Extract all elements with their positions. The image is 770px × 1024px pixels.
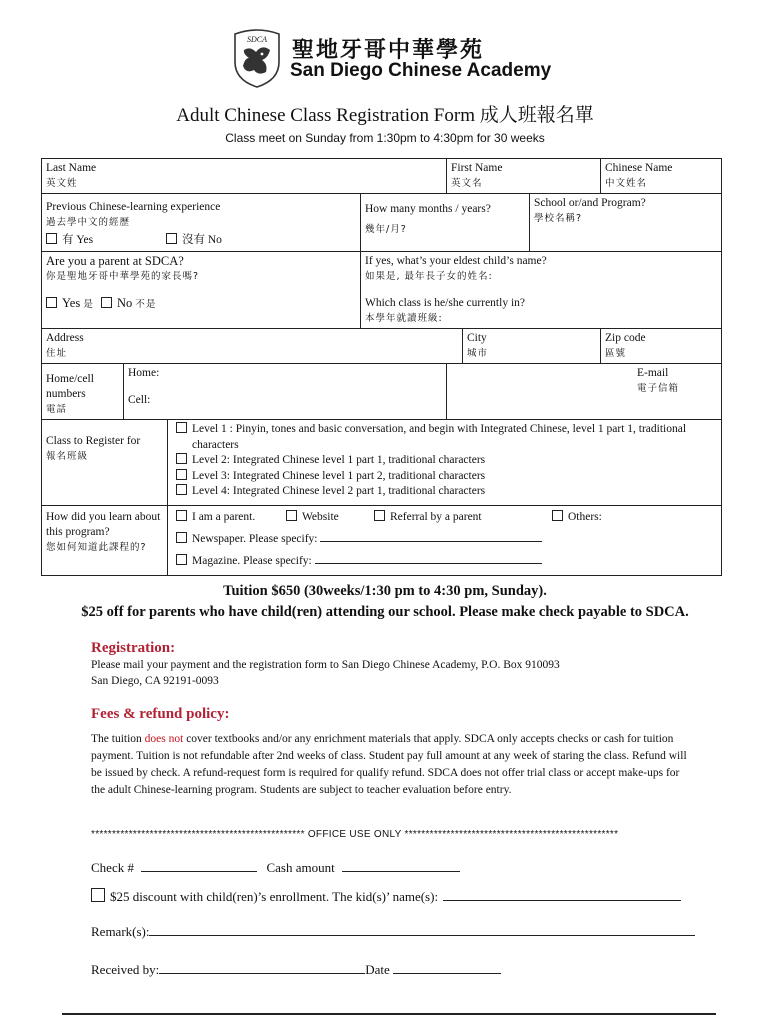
experience-row xyxy=(42,194,722,252)
source-parent-option[interactable] xyxy=(176,510,255,525)
source-website-option[interactable] xyxy=(286,510,339,525)
form-subtitle: Class meet on Sunday from 1:30pm to 4:30pm for 30 weeks xyxy=(225,131,545,145)
registration-table xyxy=(41,158,722,576)
parent-no-label-cn: 不是 xyxy=(135,299,157,310)
source-newspaper-label: Newspaper. Please specify: xyxy=(192,533,318,545)
parent-question-cell xyxy=(42,252,361,329)
level-2-label: Level 2: Integrated Chinese level 1 part 1, traditional characters xyxy=(192,454,486,466)
remarks-field xyxy=(91,924,695,940)
prev-yes-label: 有 Yes xyxy=(62,234,94,246)
phone-label-cn: 電話 xyxy=(46,404,68,415)
registration-heading: Registration: xyxy=(91,640,176,656)
tuition-line-2: $25 off for parents who have child(ren) attending our school. Please make check payable to SDCA. xyxy=(81,604,689,620)
source-others-label: Others: xyxy=(568,511,602,523)
home-phone-label: Home: xyxy=(128,367,160,379)
parent-no-label: No xyxy=(116,296,133,310)
date-blank[interactable] xyxy=(393,973,501,974)
form-title: Adult Chinese Class Registration Form 成人班報名單 xyxy=(176,105,594,126)
learn-question-label-cn: 您如何知道此課程的? xyxy=(46,542,147,553)
phone-label: Home/cell numbers xyxy=(46,373,94,400)
eldest-child-field[interactable] xyxy=(361,252,722,329)
fees-text-rest: cover textbooks and/or any enrichment materials that apply. SDCA only accepts checks or cash for tuition payment. Tuition is not refundable after 2nd weeks of class. Student pay full amount at any week of staring the class. Refund will be issued by check. A refund-request form is required for qualify refund. SDCA does not offer trial class or accept make-ups for the adult Chinese-learning program. Students are subject to teacher evaluation before entry. xyxy=(91,733,687,796)
discount-label: $25 discount with child(ren)’s enrollment. The kid(s)’ name(s): xyxy=(110,889,439,904)
bottom-rule xyxy=(62,1013,716,1015)
chinese-name-field[interactable] xyxy=(601,159,722,194)
registration-line-1: Please mail your payment and the registration form to San Diego Chinese Academy, P.O. Box 910093 xyxy=(91,659,560,671)
first-name-label: First Name xyxy=(451,162,503,174)
class-row xyxy=(42,420,722,506)
source-options xyxy=(168,506,722,576)
zip-code-field[interactable] xyxy=(601,329,722,364)
phone-fields[interactable] xyxy=(124,364,447,420)
level-3-option[interactable] xyxy=(176,469,717,485)
last-name-field[interactable] xyxy=(42,159,447,194)
logo-english-name: San Diego Chinese Academy xyxy=(290,60,552,81)
zip-code-label: Zip code xyxy=(605,332,646,344)
school-program-label-cn: 學校名稱? xyxy=(534,213,583,224)
fees-text-start: The tuition xyxy=(91,733,145,745)
logo-chinese-name: 聖地牙哥中華學苑 xyxy=(292,37,485,63)
email-label: E-mail xyxy=(637,367,669,379)
city-label-cn: 城市 xyxy=(467,348,489,359)
current-class-label: Which class is he/she currently in? xyxy=(365,297,525,309)
check-field xyxy=(91,860,460,876)
office-use-divider: *************************************************** OFFICE USE ONLY *************************************************** xyxy=(91,829,619,840)
source-referral-option[interactable] xyxy=(374,510,482,525)
parent-no-checkbox[interactable] xyxy=(101,296,156,310)
current-class-label-cn: 本學年就讀班級: xyxy=(365,313,443,324)
previous-experience-label: Previous Chinese-learning experience xyxy=(46,201,221,213)
level-1-option[interactable] xyxy=(176,422,717,453)
svg-text:SDCA: SDCA xyxy=(247,35,267,44)
level-options xyxy=(168,420,722,506)
source-newspaper-option[interactable] xyxy=(176,532,717,554)
source-website-label: Website xyxy=(302,511,339,523)
level-2-option[interactable] xyxy=(176,453,717,469)
source-referral-label: Referral by a parent xyxy=(390,511,482,523)
last-name-label: Last Name xyxy=(46,162,97,174)
newspaper-blank[interactable] xyxy=(320,541,542,542)
parent-row xyxy=(42,252,722,329)
discount-field[interactable] xyxy=(91,888,681,905)
school-program-label: School or/and Program? xyxy=(534,197,646,209)
address-label-cn: 住址 xyxy=(46,348,68,359)
learn-question-label: How did you learn about this program? xyxy=(46,511,161,538)
check-blank[interactable] xyxy=(141,871,257,872)
remarks-label: Remark(s): xyxy=(91,924,150,939)
cash-blank[interactable] xyxy=(342,871,460,872)
class-register-label-cn: 報名班級 xyxy=(46,451,89,462)
level-4-option[interactable] xyxy=(176,484,717,500)
registration-line-2: San Diego, CA 92191-0093 xyxy=(91,675,219,687)
source-magazine-label: Magazine. Please specify: xyxy=(192,555,312,567)
months-years-label: How many months / years? xyxy=(365,203,491,215)
address-label: Address xyxy=(46,332,84,344)
prev-yes-checkbox[interactable] xyxy=(46,234,93,246)
address-row xyxy=(42,329,722,364)
chinese-name-label: Chinese Name xyxy=(605,162,673,174)
magazine-blank[interactable] xyxy=(315,563,542,564)
fees-text-emphasis: does not xyxy=(144,733,184,745)
first-name-label-cn: 英文名 xyxy=(451,178,483,189)
eldest-child-label: If yes, what’s your eldest child’s name? xyxy=(365,255,547,267)
email-label-cn: 電子信箱 xyxy=(637,383,680,394)
source-row xyxy=(42,506,722,576)
fees-paragraph xyxy=(91,731,691,799)
level-1-label: Level 1 : Pinyin, tones and basic conversation, and begin with Integrated Chinese, level 1 part 1, traditional characters xyxy=(192,423,687,451)
received-label: Received by: xyxy=(91,962,160,977)
received-field xyxy=(91,962,501,978)
cell-phone-label: Cell: xyxy=(128,394,151,406)
level-4-label: Level 4: Integrated Chinese level 2 part 1, traditional characters xyxy=(192,485,486,497)
registration-text xyxy=(91,657,560,689)
sdca-logo-emblem xyxy=(232,28,282,88)
chinese-name-label-cn: 中文姓名 xyxy=(605,178,648,189)
months-years-field[interactable] xyxy=(361,194,530,252)
city-label: City xyxy=(467,332,487,344)
source-magazine-option[interactable] xyxy=(176,554,717,572)
kid-names-blank[interactable] xyxy=(443,900,681,901)
prev-no-checkbox[interactable] xyxy=(166,234,222,246)
city-field[interactable] xyxy=(463,329,601,364)
tuition-info xyxy=(0,581,770,623)
parent-question-label: Are you a parent at SDCA? xyxy=(46,254,184,268)
prev-no-label: 沒有 No xyxy=(181,234,222,246)
email-field[interactable] xyxy=(447,364,722,420)
months-years-label-cn: 幾年/月? xyxy=(365,224,407,235)
cash-label: Cash amount xyxy=(266,860,335,875)
eldest-child-label-cn: 如果是, 最年長子女的姓名: xyxy=(365,271,493,282)
fees-heading: Fees & refund policy: xyxy=(91,706,230,722)
date-label: Date xyxy=(365,962,390,977)
source-others-option[interactable] xyxy=(552,510,602,525)
remarks-blank[interactable] xyxy=(149,935,695,936)
class-label-cell xyxy=(42,420,168,506)
check-label: Check # xyxy=(91,860,134,875)
name-row xyxy=(42,159,722,194)
phone-row xyxy=(42,364,722,420)
parent-yes-label: Yes xyxy=(62,296,81,310)
tuition-line-1: Tuition $650 (30weeks/1:30 pm to 4:30 pm, Sunday). xyxy=(223,583,547,599)
received-blank[interactable] xyxy=(159,973,365,974)
parent-question-label-cn: 你是聖地牙哥中華學苑的家長嗎? xyxy=(46,271,200,282)
level-3-label: Level 3: Integrated Chinese level 1 part 2, traditional characters xyxy=(192,469,486,482)
previous-experience-cell xyxy=(42,194,361,252)
phone-label-cell xyxy=(42,364,124,420)
source-parent-label: I am a parent. xyxy=(192,511,256,523)
learn-label-cell xyxy=(42,506,168,576)
zip-code-label-cn: 區號 xyxy=(605,348,627,359)
address-field[interactable] xyxy=(42,329,463,364)
first-name-field[interactable] xyxy=(447,159,601,194)
parent-yes-checkbox[interactable] xyxy=(46,296,94,310)
parent-yes-label-cn: 是 xyxy=(83,299,94,310)
previous-experience-label-cn: 過去學中文的經歷 xyxy=(46,217,131,228)
school-program-field[interactable] xyxy=(530,194,722,252)
last-name-label-cn: 英文姓 xyxy=(46,178,78,189)
class-register-label: Class to Register for xyxy=(46,435,141,447)
